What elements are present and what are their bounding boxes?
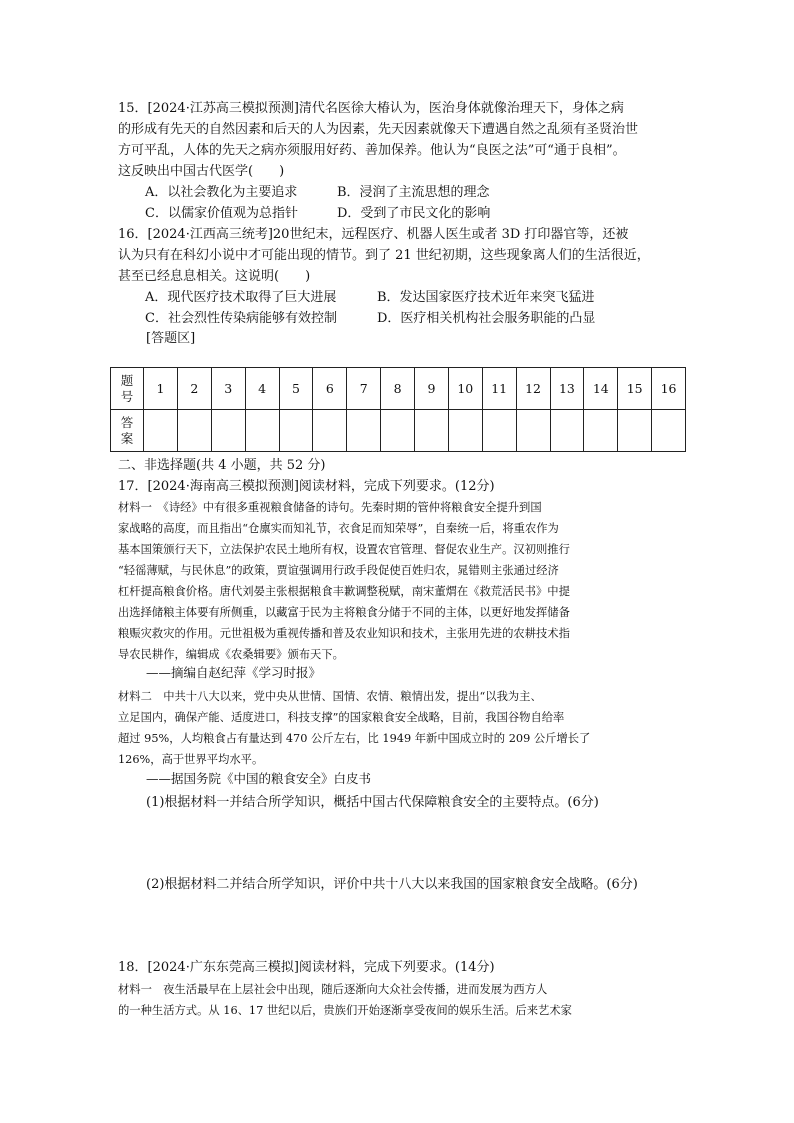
q17-subquestion-2: (2)根据材料二并结合所学知识，评价中共十八大以来我国的国家粮食安全战略。(6分) <box>146 877 638 892</box>
q17-material1-line-7: 粮赈灾救灾的作用。元世祖极为重视传播和普及农业知识和技术，主张用先进的农耕技术指 <box>118 627 570 640</box>
q15-line-2: 的形成有先天的自然因素和后天的人为因素，先天因素就像天下遭遇自然之乱须有圣贤治世 <box>118 122 639 137</box>
q17-subquestion-1: (1)根据材料一并结合所学知识，概括中国古代保障粮食安全的主要特点。(6分) <box>146 795 599 810</box>
answer-cell[interactable] <box>618 410 652 452</box>
q16-option-d[interactable]: D．医疗相关机构社会服务职能的凸显 <box>377 311 596 326</box>
answer-cell[interactable] <box>381 410 415 452</box>
q17-material1-line-2: 家战略的高度，而且指出“仓廪实而知礼节，衣食足而知荣辱”，自秦统一后，将重农作为 <box>118 522 559 535</box>
number-header-cell <box>111 368 144 410</box>
number-cell: 6 <box>313 368 347 410</box>
answer-cell[interactable] <box>211 410 245 452</box>
q17-material1-line-3: 基本国策颁行天下，立法保护农民土地所有权，设置农官管理、督促农业生产。汉初则推行 <box>118 543 570 556</box>
number-cell: 4 <box>245 368 279 410</box>
number-cell: 12 <box>516 368 550 410</box>
number-cell: 5 <box>279 368 313 410</box>
q17-source-1: ——摘编自赵纪萍《学习时报》 <box>146 665 322 680</box>
q16-option-a[interactable]: A．现代医疗技术取得了巨大进展 <box>145 290 337 305</box>
q16-options-row-2 <box>145 307 595 326</box>
q18-material1-line-2: 的一种生活方式。从 16、17 世纪以后，贵族们开始逐渐享受夜间的娱乐生活。后来艺术家 <box>118 1004 572 1017</box>
number-cell: 1 <box>144 368 178 410</box>
q15-line-3: 方可平乱，人体的先天之病亦须服用好药、善加保养。他认为“良医之法”可“通于良相”。 <box>118 143 626 158</box>
q16-line-3: 甚至已经息息相关。这说明( ) <box>118 269 311 284</box>
answer-header-char-1: 答 <box>120 414 134 430</box>
q15-option-d[interactable]: D．受到了市民文化的影响 <box>337 206 491 221</box>
q17-material1-line-8: 导农民耕作，编辑成《农桑辑要》颁布天下。 <box>118 648 344 661</box>
answer-cell[interactable] <box>245 410 279 452</box>
answer-cell[interactable] <box>313 410 347 452</box>
answer-cell[interactable] <box>584 410 618 452</box>
q17-material1-line-4: “轻徭薄赋，与民休息”的政策，贾谊强调用行政手段促使百姓归农，晁错则主张通过经济 <box>118 564 559 577</box>
q17-material2-line-2: 立足国内，确保产能、适度进口，科技支撑”的国家粮食安全战略，目前，我国谷物自给率 <box>118 711 565 724</box>
number-header-char-2: 号 <box>120 388 134 404</box>
q17-source-2: ——据国务院《中国的粮食安全》白皮书 <box>146 771 372 786</box>
q17-material1-line-5: 杠杆提高粮食价格。唐代刘晏主张根据粮食丰歉调整税赋，南宋董煟在《救荒活民书》中提 <box>118 585 570 598</box>
number-header-char-1: 题 <box>120 372 134 388</box>
q15-options-row-1 <box>145 181 490 200</box>
answer-cell[interactable] <box>550 410 584 452</box>
q15-line-1: 15．[2024·江苏高三模拟预测]清代名医徐大椿认为，医治身体就像治理天下，身体之病 <box>118 101 624 116</box>
number-cell: 7 <box>347 368 381 410</box>
number-cell: 15 <box>618 368 652 410</box>
answer-cell[interactable] <box>448 410 482 452</box>
answer-area-label: [答题区] <box>146 331 196 346</box>
answer-header-cell <box>111 410 144 452</box>
number-cell: 3 <box>211 368 245 410</box>
q18-material1-line-1: 材料一 夜生活最早在上层社会中出现，随后逐渐向大众社会传播，进而发展为西方人 <box>118 983 548 996</box>
answer-cell[interactable] <box>347 410 381 452</box>
number-cell: 10 <box>448 368 482 410</box>
q18-title: 18．[2024·广东东莞高三模拟]阅读材料，完成下列要求。(14分) <box>118 960 495 975</box>
section-2-heading: 二、非选择题(共 4 小题，共 52 分) <box>118 458 326 473</box>
answer-cell[interactable] <box>144 410 178 452</box>
answer-cell[interactable] <box>652 410 686 452</box>
q16-line-2: 认为只有在科幻小说中才可能出现的情节。到了 21 世纪初期，这些现象离人们的生活很近， <box>118 248 650 263</box>
q16-option-b[interactable]: B．发达国家医疗技术近年来突飞猛进 <box>377 290 595 305</box>
q17-material2-line-3: 超过 95%，人均粮食占有量达到 470 公斤左右，比 1949 年新中国成立时的 209 公斤增长了 <box>118 732 591 745</box>
number-cell: 9 <box>415 368 449 410</box>
answer-cell[interactable] <box>177 410 211 452</box>
answer-cell[interactable] <box>516 410 550 452</box>
q17-title: 17．[2024·海南高三模拟预测]阅读材料，完成下列要求。(12分) <box>118 479 495 494</box>
answer-cell[interactable] <box>415 410 449 452</box>
q16-options-row-1 <box>145 286 595 305</box>
q15-option-a[interactable]: A．以社会教化为主要追求 <box>145 185 298 200</box>
q15-options-row-2 <box>145 202 490 221</box>
number-cell: 14 <box>584 368 618 410</box>
number-cell: 2 <box>177 368 211 410</box>
q15-line-4: 这反映出中国古代医学( ) <box>118 164 285 179</box>
number-cell: 16 <box>652 368 686 410</box>
q16-line-1: 16．[2024·江西高三统考]20世纪末，远程医疗、机器人医生或者 3D 打印器官等，还被 <box>118 227 629 242</box>
q17-material2-line-4: 126%，高于世界平均水平。 <box>118 753 264 766</box>
q17-material1-line-1: 材料一 《诗经》中有很多重视粮食储备的诗句。先秦时期的管仲将粮食安全提升到国 <box>118 501 542 514</box>
q15-option-b[interactable]: B．浸润了主流思想的理念 <box>337 185 490 200</box>
q17-material2-line-1: 材料二 中共十八大以来，党中央从世情、国情、农情、粮情出发，提出“以我为主、 <box>118 690 542 703</box>
q15-option-c[interactable]: C．以儒家价值观为总指针 <box>145 206 298 221</box>
answer-cell[interactable] <box>482 410 516 452</box>
answer-grid <box>110 367 686 452</box>
q17-material1-line-6: 出选择储粮主体要有所侧重，以藏富于民为主将粮食分储于不同的主体，以更好地发挥储备 <box>118 606 570 619</box>
number-cell: 8 <box>381 368 415 410</box>
answer-header-char-2: 案 <box>120 430 134 446</box>
number-cell: 11 <box>482 368 516 410</box>
answer-cell[interactable] <box>279 410 313 452</box>
answer-grid-answer-row <box>111 410 686 452</box>
answer-grid-number-row <box>111 368 686 410</box>
number-cell: 13 <box>550 368 584 410</box>
q16-option-c[interactable]: C．社会烈性传染病能够有效控制 <box>145 311 337 326</box>
